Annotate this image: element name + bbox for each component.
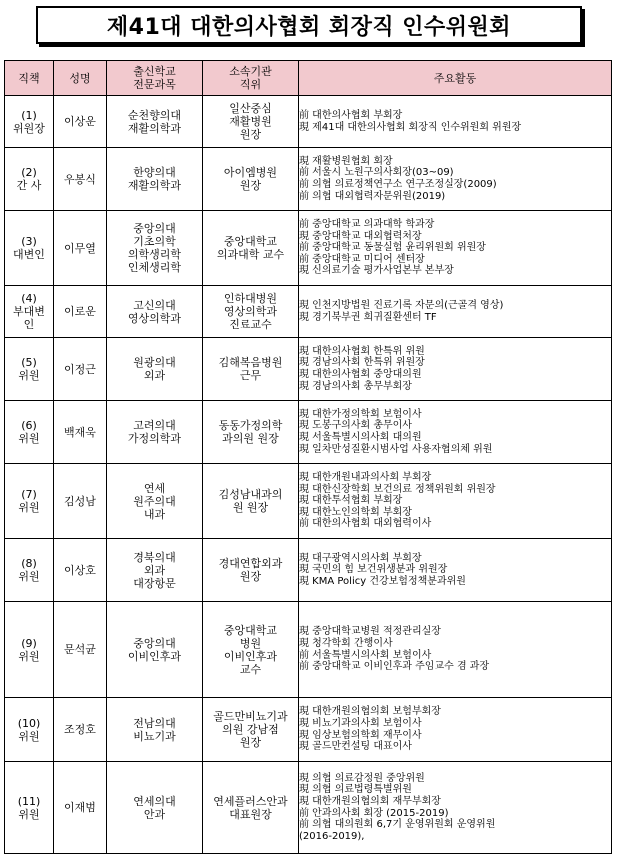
row-school: 고신의대 영상의학과 bbox=[107, 286, 203, 338]
table-row bbox=[5, 602, 612, 698]
activity-line: 現 대한개원의협의회 재무부회장 bbox=[299, 795, 441, 807]
table-row bbox=[5, 762, 612, 854]
activity-line: 前 대한의사협회 부회장 bbox=[299, 109, 403, 121]
activity-line: 現 의협 의료법령특별위원 bbox=[299, 784, 412, 796]
table-row bbox=[5, 96, 612, 148]
row-activities bbox=[299, 464, 612, 539]
table-header-row bbox=[5, 61, 612, 96]
activity-line: 現 경남의사회 총무부회장 bbox=[299, 380, 412, 392]
activity-line: 現 비뇨기과의사회 보험이사 bbox=[299, 717, 422, 729]
activity-line: 現 경기북부권 희귀질환센터 TF bbox=[299, 311, 437, 323]
table-row bbox=[5, 698, 612, 762]
row-role: (6) 위원 bbox=[5, 401, 54, 464]
activity-line: 現 대한투석협회 부회장 bbox=[299, 495, 403, 507]
row-school: 한양의대 재활의학과 bbox=[107, 148, 203, 211]
activity-line: 現 대한가정의학회 보험이사 bbox=[299, 408, 422, 420]
row-school: 순천향의대 재활의학과 bbox=[107, 96, 203, 148]
row-role: (11) 위원 bbox=[5, 762, 54, 854]
table-row bbox=[5, 464, 612, 539]
row-school: 연세 원주의대 내과 bbox=[107, 464, 203, 539]
row-name: 이상호 bbox=[54, 539, 107, 602]
row-activities bbox=[299, 338, 612, 401]
row-school: 중앙의대 기초의학 의학생리학 인체생리학 bbox=[107, 211, 203, 286]
row-affiliation: 중앙대학교 의과대학 교수 bbox=[203, 211, 299, 286]
row-activities bbox=[299, 148, 612, 211]
row-affiliation: 골드만비뇨기과 의원 강남점 원장 bbox=[203, 698, 299, 762]
activity-line: 現 경남의사회 한특위 위원장 bbox=[299, 357, 425, 369]
row-school: 중앙의대 이비인후과 bbox=[107, 602, 203, 698]
activity-line: 前 의협 대의원회 6,7기 운영위원회 운영위원 bbox=[299, 819, 496, 831]
row-activities bbox=[299, 401, 612, 464]
activity-line: 前 중앙대학교 의과대학 학과장 bbox=[299, 219, 435, 231]
row-affiliation: 중앙대학교 병원 이비인후과 교수 bbox=[203, 602, 299, 698]
document-title: 제41대 대한의사협회 회장직 인수위원회 bbox=[106, 14, 512, 40]
activity-line: 前 안과의사회 회장 (2015-2019) bbox=[299, 807, 449, 819]
row-name: 조정호 bbox=[54, 698, 107, 762]
row-name: 이무열 bbox=[54, 211, 107, 286]
row-role: (2) 간 사 bbox=[5, 148, 54, 211]
activity-line: 前 의협 대외협력자문위원(2019) bbox=[299, 190, 446, 202]
table-row bbox=[5, 338, 612, 401]
activity-line: 現 도봉구의사회 총무이사 bbox=[299, 420, 412, 432]
row-name: 이정근 bbox=[54, 338, 107, 401]
activity-line: 現 국민의 힘 보건위생분과 위원장 bbox=[299, 564, 448, 576]
row-name: 이로운 bbox=[54, 286, 107, 338]
row-activities bbox=[299, 762, 612, 854]
row-role: (8) 위원 bbox=[5, 539, 54, 602]
document-title-box bbox=[36, 6, 582, 44]
row-activities bbox=[299, 96, 612, 148]
row-role: (4) 부대변 인 bbox=[5, 286, 54, 338]
activity-line: (2016-2019), bbox=[299, 830, 365, 842]
header-affiliation: 소속기관 직위 bbox=[203, 61, 299, 96]
activity-line: 現 임상보험의학회 재무이사 bbox=[299, 729, 422, 741]
row-affiliation: 경대연합외과 원장 bbox=[203, 539, 299, 602]
activity-line: 前 서울특별시의사회 보험이사 bbox=[299, 649, 432, 661]
activity-line: 現 인천지방법원 진료기록 자문의(근골격 영상) bbox=[299, 299, 504, 311]
activity-line: 現 골드만컨설팅 대표이사 bbox=[299, 741, 412, 753]
activity-line: 現 의협 의료감정원 중앙위원 bbox=[299, 772, 425, 784]
table-row bbox=[5, 148, 612, 211]
header-name: 성명 bbox=[54, 61, 107, 96]
row-school: 고려의대 가정의학과 bbox=[107, 401, 203, 464]
header-school: 출신학교 전문과목 bbox=[107, 61, 203, 96]
row-affiliation: 김성남내과의 원 원장 bbox=[203, 464, 299, 539]
row-role: (3) 대변인 bbox=[5, 211, 54, 286]
activity-line: 現 중앙대학교 대외협력처장 bbox=[299, 230, 422, 242]
row-role: (7) 위원 bbox=[5, 464, 54, 539]
table-row bbox=[5, 401, 612, 464]
activity-line: 現 대한신장학회 보건의료 정책위원회 위원장 bbox=[299, 483, 496, 495]
row-activities bbox=[299, 698, 612, 762]
row-affiliation: 아이엠병원 원장 bbox=[203, 148, 299, 211]
table-row bbox=[5, 211, 612, 286]
activity-line: 現 제41대 대한의사협회 회장직 인수위원회 위원장 bbox=[299, 121, 522, 133]
row-school: 원광의대 외과 bbox=[107, 338, 203, 401]
row-role: (10) 위원 bbox=[5, 698, 54, 762]
row-affiliation: 동동가정의학 과의원 원장 bbox=[203, 401, 299, 464]
row-affiliation: 연세플러스안과 대표원장 bbox=[203, 762, 299, 854]
activity-line: 現 대한개원내과의사회 부회장 bbox=[299, 472, 432, 484]
activity-line: 現 대한노인의학회 부회장 bbox=[299, 506, 412, 518]
activity-line: 現 대한의사협회 중앙대의원 bbox=[299, 369, 422, 380]
activity-line: 現 대한개원의협의회 보험부회장 bbox=[299, 706, 441, 718]
activity-line: 前 대한의사협회 대외협력이사 bbox=[299, 518, 432, 530]
header-role: 직책 bbox=[5, 61, 54, 96]
activity-line: 現 대구광역시의사회 부회장 bbox=[299, 552, 422, 564]
row-name: 백재욱 bbox=[54, 401, 107, 464]
activity-line: 現 서울특별시의사회 대의원 bbox=[299, 432, 422, 443]
activity-line: 前 의협 의료정책연구소 연구조정실장(2009) bbox=[299, 179, 497, 190]
row-affiliation: 김해복음병원 근무 bbox=[203, 338, 299, 401]
header-activities: 주요활동 bbox=[299, 61, 612, 96]
activity-line: 前 중앙대학교 동물실험 윤리위원회 위원장 bbox=[299, 242, 486, 254]
row-activities bbox=[299, 602, 612, 698]
row-activities bbox=[299, 211, 612, 286]
activity-line: 前 중앙대학교 이비인후과 주임교수 겸 과장 bbox=[299, 661, 490, 673]
activity-line: 現 재활병원협회 회장 bbox=[299, 155, 393, 167]
table-row bbox=[5, 286, 612, 338]
row-name: 문석균 bbox=[54, 602, 107, 698]
activity-line: 現 일차만성질환시범사업 사용자협의체 위원 bbox=[299, 443, 493, 455]
row-name: 이재범 bbox=[54, 762, 107, 854]
row-school: 경북의대 외과 대장항문 bbox=[107, 539, 203, 602]
row-name: 이상운 bbox=[54, 96, 107, 148]
row-role: (9) 위원 bbox=[5, 602, 54, 698]
activity-line: 前 서울시 노원구의사회장(03~09) bbox=[299, 167, 454, 179]
row-affiliation: 인하대병원 영상의학과 진료교수 bbox=[203, 286, 299, 338]
row-activities bbox=[299, 539, 612, 602]
activity-line: 前 중앙대학교 미디어 센터장 bbox=[299, 253, 425, 265]
activity-line: 現 청각학회 간행이사 bbox=[299, 637, 393, 649]
row-name: 김성남 bbox=[54, 464, 107, 539]
row-activities bbox=[299, 286, 612, 338]
row-role: (5) 위원 bbox=[5, 338, 54, 401]
row-school: 연세의대 안과 bbox=[107, 762, 203, 854]
row-role: (1) 위원장 bbox=[5, 96, 54, 148]
row-affiliation: 일산중심 재활병원 원장 bbox=[203, 96, 299, 148]
table-row bbox=[5, 539, 612, 602]
activity-line: 現 KMA Policy 건강보험정책분과위원 bbox=[299, 575, 466, 587]
activity-line: 現 중앙대학교병원 적정관리실장 bbox=[299, 626, 441, 638]
row-name: 우봉식 bbox=[54, 148, 107, 211]
activity-line: 現 신의료기술 평가사업본부 본부장 bbox=[299, 265, 454, 277]
activity-line: 現 대한의사협회 한특위 위원 bbox=[299, 345, 425, 357]
committee-table bbox=[4, 60, 612, 854]
row-school: 전남의대 비뇨기과 bbox=[107, 698, 203, 762]
